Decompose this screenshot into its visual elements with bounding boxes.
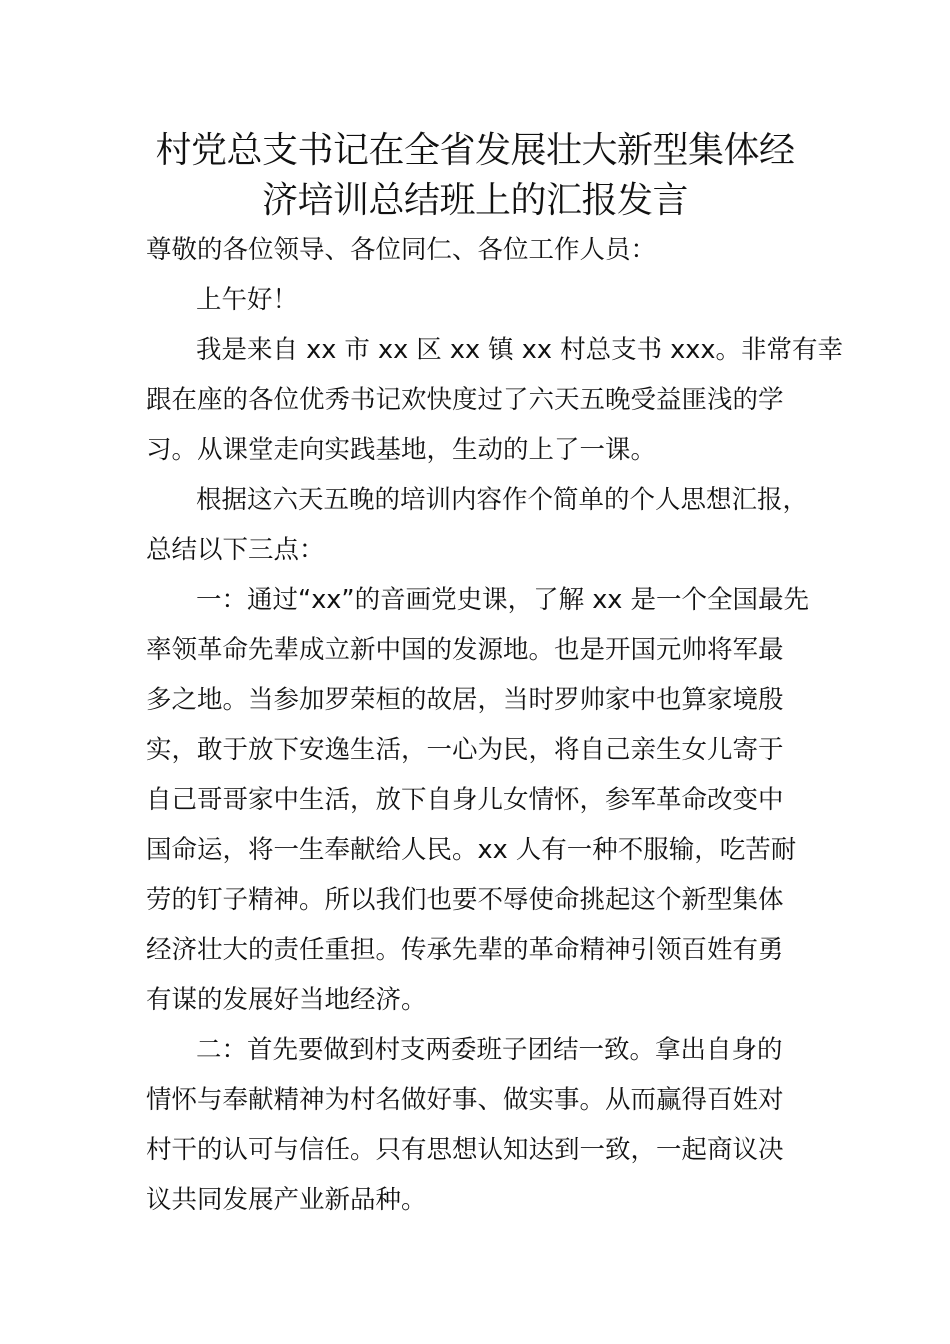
paragraph-line: 议共同发展产业新品种。: [146, 1185, 427, 1215]
paragraph-line: 率领革命先辈成立新中国的发源地。也是开国元帅将军最: [146, 635, 784, 665]
paragraph-line: 情怀与奉献精神为村名做好事、做实事。从而赢得百姓对: [146, 1085, 784, 1115]
paragraph-line: 习。从课堂走向实践基地，生动的上了一课。: [146, 435, 657, 465]
paragraph-line: 一：通过“xx”的音画党史课，了解 xx 是一个全国最先: [196, 585, 809, 615]
paragraph-line: 总结以下三点：: [146, 535, 325, 565]
document-title-line-2: 济培训总结班上的汇报发言: [261, 180, 688, 221]
document-title-line-1: 村党总支书记在全省发展壮大新型集体经: [155, 130, 795, 171]
paragraph-line: 经济壮大的责任重担。传承先辈的革命精神引领百姓有勇: [146, 935, 784, 965]
paragraph-line: 有谋的发展好当地经济。: [146, 985, 427, 1015]
paragraph-line: 根据这六天五晚的培训内容作个简单的个人思想汇报，: [196, 485, 809, 515]
paragraph-line: 跟在座的各位优秀书记欢快度过了六天五晚受益匪浅的学: [146, 385, 784, 415]
salutation: 尊敬的各位领导、各位同仁、各位工作人员：: [146, 235, 657, 265]
paragraph-line: 自己哥哥家中生活，放下自身儿女情怀，参军革命改变中: [146, 785, 784, 815]
paragraph-line: 实，敢于放下安逸生活，一心为民，将自己亲生女儿寄于: [146, 735, 784, 765]
paragraph-line: 劳的钉子精神。所以我们也要不辱使命挑起这个新型集体: [146, 885, 784, 915]
paragraph-line: 我是来自 xx 市 xx 区 xx 镇 xx 村总支书 xxx。非常有幸: [196, 335, 843, 365]
paragraph-line: 村干的认可与信任。只有思想认知达到一致，一起商议决: [146, 1135, 784, 1165]
paragraph-line: 多之地。当参加罗荣桓的故居，当时罗帅家中也算家境殷: [146, 685, 784, 715]
paragraph-line: 二：首先要做到村支两委班子团结一致。拿出自身的: [196, 1035, 783, 1065]
greeting: 上午好！: [196, 285, 299, 315]
paragraph-line: 国命运，将一生奉献给人民。xx 人有一种不服输，吃苦耐: [146, 835, 797, 865]
